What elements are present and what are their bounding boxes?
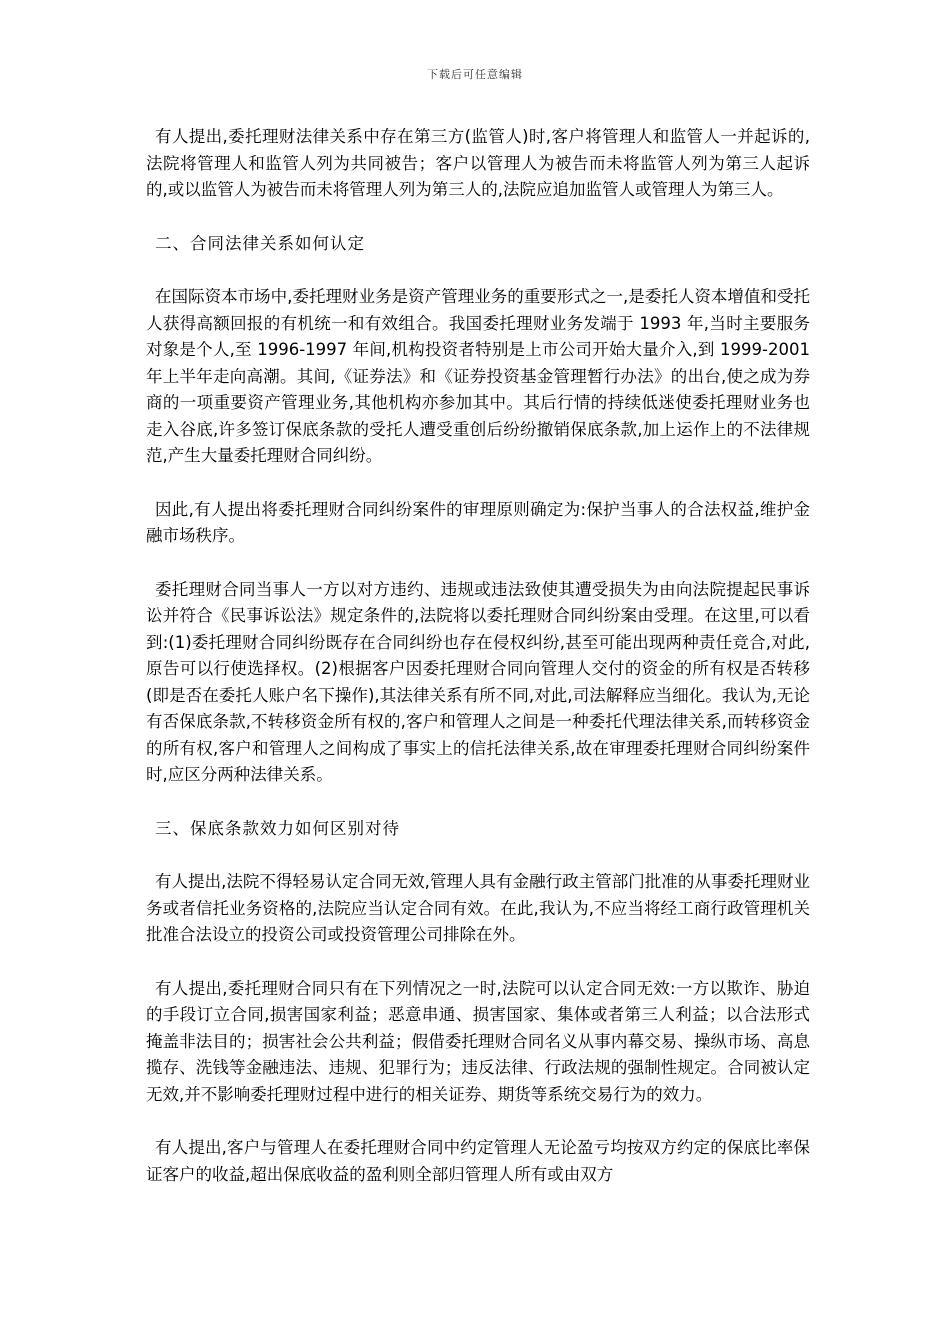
header-note: 下载后可任意编辑 (427, 68, 523, 81)
paragraph-6: 有人提出,委托理财合同只有在下列情况之一时,法院可以认定合同无效:一方以欺诈、胁迫的手段订立合同,损害国家利益；恶意串通、损害国家、集体或者第三人利益；以合法形式掩盖非法目的；损害社会公共利益；假借委托理财合同名义从事内幕交易、操纵市场、高息揽存、洗钱等金融违法、违规、犯罪行为；违反法律、行政法规的强制性规定。合同被认定无效,并不影响委托理财过程中进行的相关证券、期货等系统交易行为的效力。 (146, 978, 810, 1104)
section-heading-3: 三、保底条款效力如何区别对待 (155, 818, 400, 838)
paragraph-7: 有人提出,客户与管理人在委托理财合同中约定管理人无论盈亏均按双方约定的保底比率保证客户的收益,超出保底收益的盈利则全部归管理人所有或由双方 (146, 1138, 810, 1184)
paragraph-5: 有人提出,法院不得轻易认定合同无效,管理人具有金融行政主管部门批准的从事委托理财业务或者信托业务资格的,法院应当认定合同有效。在此,我认为,不应当将经工商行政管理机关批准合法设立的投资公司或投资管理公司排除在外。 (146, 872, 810, 944)
section-heading-2: 二、合同法律关系如何认定 (155, 233, 365, 253)
document-body (146, 124, 810, 1215)
paragraph-1: 有人提出,委托理财法律关系中存在第三方(监管人)时,客户将管理人和监管人一并起诉的,法院将管理人和监管人列为共同被告；客户以管理人为被告而未将监管人列为第三人起诉的,或以监管人为被告而未将管理人列为第三人的,法院应追加监管人或管理人为第三人。 (146, 127, 810, 199)
paragraph-2: 在国际资本市场中,委托理财业务是资产管理业务的重要形式之一,是委托人资本增值和受托人获得高额回报的有机统一和有效组合。我国委托理财业务发端于 1993 年,当时主要服务对象是个人,至 1996-1997 年间,机构投资者特别是上市公司开始大量介入,到 1999-2001 年上半年走向高潮。其间,《证券法》和《证券投资基金管理暂行办法》的出台,使之成为券商的一项重要资产管理业务,其他机构亦参加其中。其后行情的持续低迷使委托理财业务也走入谷底,许多签订保底条款的受托人遭受重创后纷纷撤销保底条款,加上运作上的不法律规范,产生大量委托理财合同纠纷。 (146, 287, 810, 465)
paragraph-4: 委托理财合同当事人一方以对方违约、违规或违法致使其遭受损失为由向法院提起民事诉讼并符合《民事诉讼法》规定条件的,法院将以委托理财合同纠纷案由受理。在这里,可以看到:(1)委托理财合同纠纷既存在合同纠纷也存在侵权纠纷,甚至可能出现两种责任竞合,对此,原告可以行使选择权。(2)根据客户因委托理财合同向管理人交付的资金的所有权是否转移(即是否在委托人账户名下操作),其法律关系有所不同,对此,司法解释应当细化。我认为,无论有否保底条款,不转移资金所有权的,客户和管理人之间是一种委托代理法律关系,而转移资金的所有权,客户和管理人之间构成了事实上的信托法律关系,故在审理委托理财合同纠纷案件时,应区分两种法律关系。 (146, 579, 810, 784)
paragraph-3: 因此,有人提出将委托理财合同纠纷案件的审理原则确定为:保护当事人的合法权益,维护金融市场秩序。 (146, 499, 810, 545)
